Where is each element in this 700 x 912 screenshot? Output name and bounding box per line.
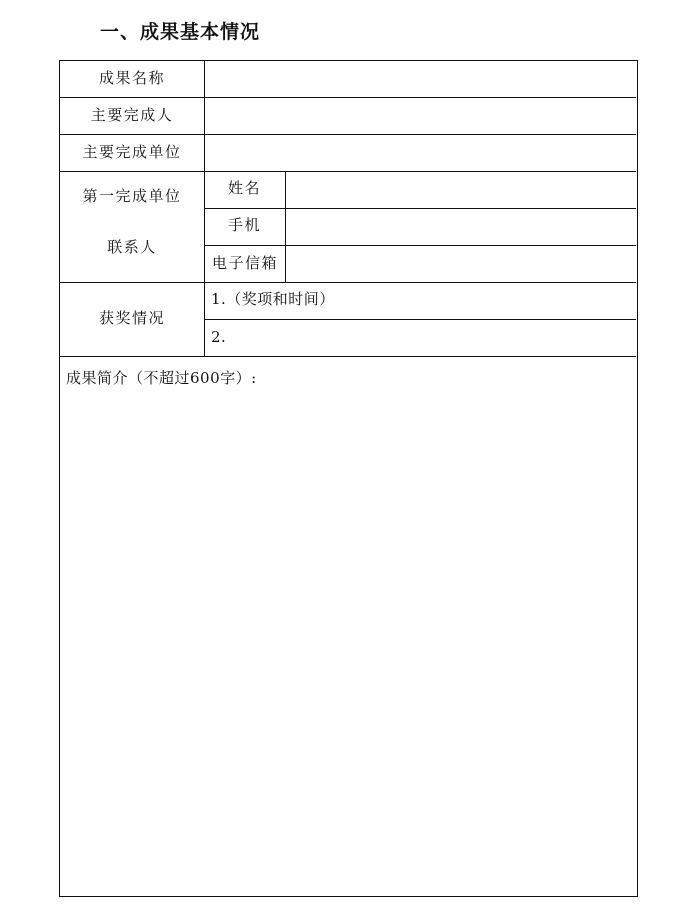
award-item-1[interactable]: 1.（奖项和时间） xyxy=(211,290,335,308)
main-completers-field[interactable] xyxy=(206,98,636,134)
column-divider xyxy=(204,61,205,356)
row-divider xyxy=(60,282,636,283)
contact-email-label: 电子信箱 xyxy=(212,254,279,272)
contact-name-label: 姓名 xyxy=(228,179,262,197)
main-units-label: 主要完成单位 xyxy=(82,143,182,161)
achievement-name-label: 成果名称 xyxy=(98,69,165,87)
contact-email-field[interactable] xyxy=(287,246,636,282)
section-title: 一、成果基本情况 xyxy=(100,21,261,43)
achievement-form xyxy=(59,60,638,897)
intro-label: 成果简介（不超过600字）: xyxy=(66,369,257,387)
awards-label: 获奖情况 xyxy=(98,309,165,327)
contact-group-label-line1: 第一完成单位 xyxy=(82,187,182,205)
main-completers-label: 主要完成人 xyxy=(90,106,174,124)
row-divider xyxy=(204,319,636,320)
intro-textarea[interactable] xyxy=(60,357,636,895)
contact-group-label-line2: 联系人 xyxy=(107,238,157,256)
contact-phone-label: 手机 xyxy=(228,216,262,234)
column-divider xyxy=(285,171,286,282)
contact-phone-field[interactable] xyxy=(287,209,636,245)
main-units-field[interactable] xyxy=(206,135,636,171)
award-item-2[interactable]: 2. xyxy=(211,328,227,346)
contact-name-field[interactable] xyxy=(287,172,636,208)
achievement-name-field[interactable] xyxy=(206,61,636,97)
